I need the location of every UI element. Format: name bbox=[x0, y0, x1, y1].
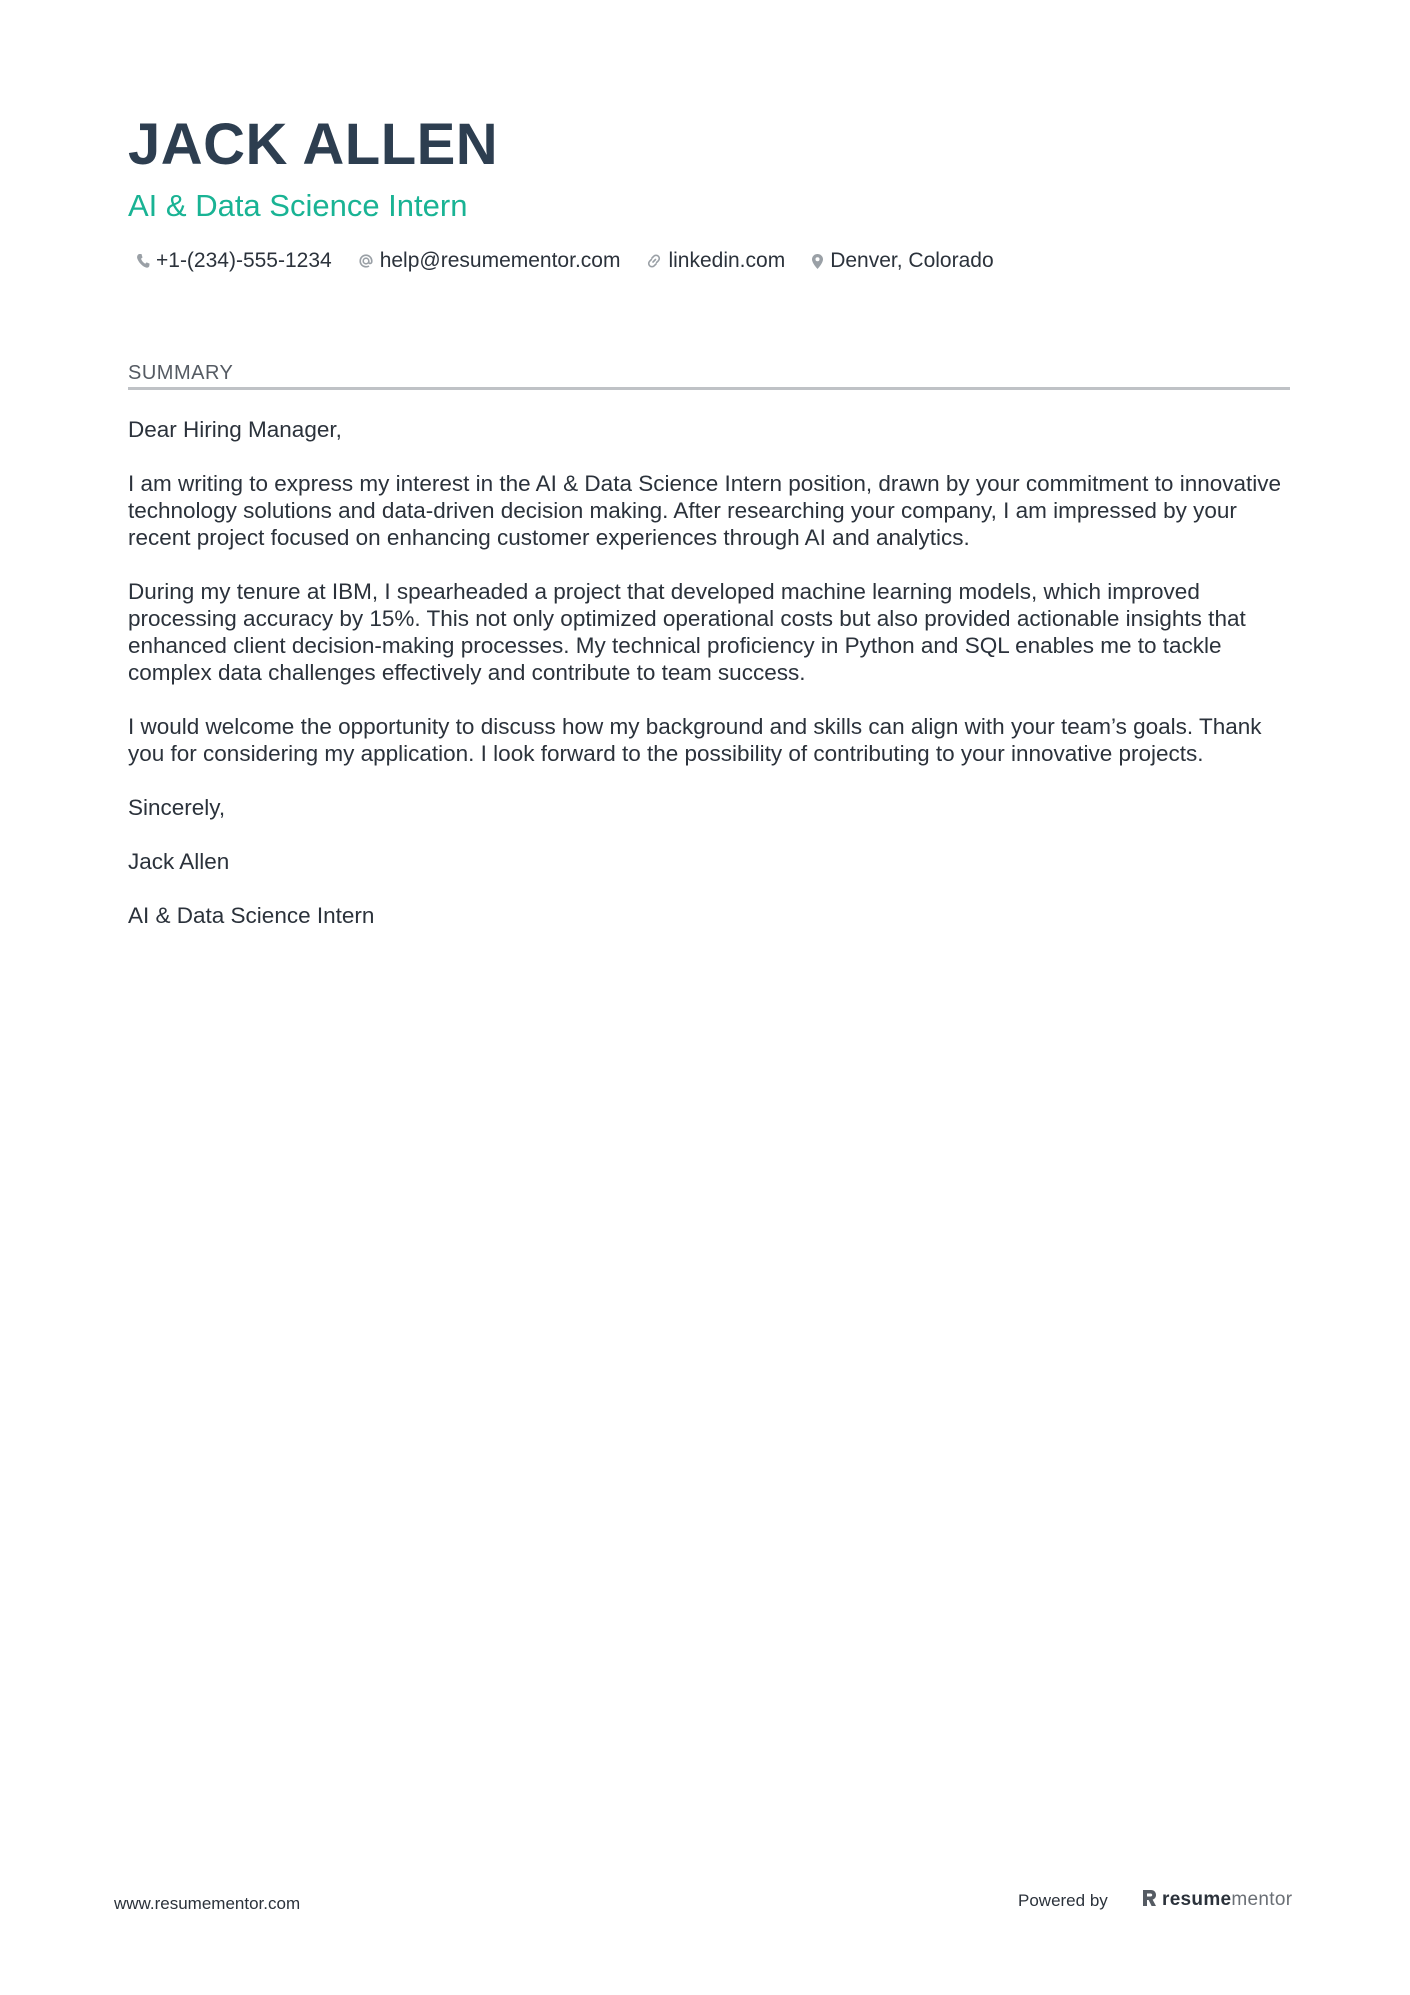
candidate-name: JACK ALLEN bbox=[128, 112, 499, 177]
contact-email bbox=[358, 249, 621, 273]
contact-bar bbox=[136, 246, 994, 276]
brand-light-text: mentor bbox=[1231, 1889, 1293, 1910]
resumementor-logo[interactable] bbox=[1141, 1888, 1292, 1912]
letter-paragraph: I would welcome the opportunity to discuss how my background and skills can align with your team’s goals. Thank you for considering my application. I look forward to the possibility of contributing to your innovative projects. bbox=[128, 714, 1262, 766]
contact-linkedin bbox=[646, 249, 785, 273]
contact-email-text: help@resumementor.com bbox=[379, 249, 621, 272]
contact-location-text: Denver, Colorado bbox=[830, 249, 994, 272]
section-divider bbox=[128, 387, 1290, 390]
resumementor-logo-icon bbox=[1141, 1888, 1157, 1913]
letter-signature-title: AI & Data Science Intern bbox=[128, 903, 375, 928]
letter-salutation: Dear Hiring Manager, bbox=[128, 417, 342, 442]
at-icon bbox=[358, 253, 374, 269]
letter-paragraph: During my tenure at IBM, I spearheaded a project that developed machine learning models, which improved processing accuracy by 15%. This not only optimized operational costs but also provided actionable insights that enhanced client decision-making processes. My technical proficiency in Python and SQL enables me to tackle complex data challenges effectively and contribute to team success. bbox=[128, 579, 1246, 685]
powered-by-label: Powered by bbox=[1018, 1891, 1108, 1910]
letter-paragraph: I am writing to express my interest in the AI & Data Science Intern position, drawn by your commitment to innovative technology solutions and data-driven decision making. After researching your company, I am impressed by your recent project focused on enhancing customer experiences through AI and analytics. bbox=[128, 471, 1282, 550]
link-icon bbox=[646, 253, 662, 269]
resumementor-logo-text bbox=[1162, 1889, 1292, 1911]
footer-website-link[interactable]: www.resumementor.com bbox=[114, 1894, 301, 1913]
location-pin-icon bbox=[811, 253, 824, 270]
candidate-title: AI & Data Science Intern bbox=[128, 188, 468, 223]
letter-signature-name: Jack Allen bbox=[128, 849, 230, 874]
contact-phone bbox=[136, 249, 332, 273]
brand-bold-text: resume bbox=[1162, 1889, 1232, 1910]
phone-icon bbox=[136, 253, 150, 269]
letter-body bbox=[128, 416, 1303, 956]
contact-location bbox=[811, 249, 993, 273]
letter-closing: Sincerely, bbox=[128, 795, 226, 820]
contact-phone-text: +1-(234)-555-1234 bbox=[156, 249, 332, 272]
summary-heading: SUMMARY bbox=[128, 362, 234, 384]
contact-linkedin-text: linkedin.com bbox=[668, 249, 786, 272]
